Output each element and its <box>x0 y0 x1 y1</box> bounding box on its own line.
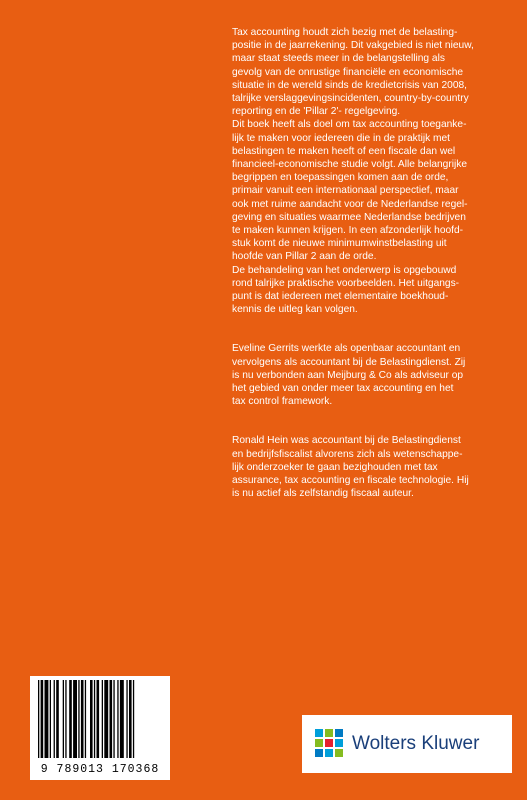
barcode-bar <box>126 680 127 758</box>
text-line: stuk komt de nieuwe minimumwinstbelasting uit <box>232 238 447 250</box>
text-line: vervolgens als accountant bij de Belastingdienst. Zij <box>232 356 466 368</box>
paragraph-gap <box>232 329 502 342</box>
author-bio-hein <box>232 434 502 500</box>
barcode-bar <box>129 680 132 758</box>
barcode-bar <box>110 680 113 758</box>
barcode-bar <box>117 680 118 758</box>
text-line: rond talrijke praktische voorbeelden. Het uitgangs- <box>232 277 460 289</box>
barcode-bar <box>50 680 51 758</box>
barcode-bar <box>45 680 49 758</box>
text-line: belastingen te maken heeft of een fiscale dan wel <box>232 145 456 157</box>
book-description-paragraph <box>232 26 502 316</box>
barcode-bar <box>113 680 114 758</box>
back-cover-text <box>232 26 502 501</box>
text-line: Tax accounting houdt zich bezig met de belasting- <box>232 27 458 38</box>
wolters-kluwer-logo-icon <box>314 728 344 758</box>
barcode-bar <box>54 680 55 758</box>
barcode-bar <box>38 680 39 758</box>
text-line: kennis de uitleg kan volgen. <box>232 304 358 316</box>
text-line: financieel-economische studie volgt. Alle belangrijke <box>232 159 468 171</box>
isbn-number: 9 789013 170368 <box>40 763 160 776</box>
text-line: tax control framework. <box>232 396 333 408</box>
text-line: het gebied van onder meer tax accounting en het <box>232 383 454 395</box>
text-line: geving en situaties waarmee Nederlandse bedrijven <box>232 211 466 223</box>
text-line: gevolg van de onrustige financiële en economische <box>232 66 464 78</box>
barcode-bars <box>36 680 164 760</box>
barcode-bar <box>133 680 134 758</box>
barcode-bar <box>120 680 124 758</box>
barcode-bar <box>81 680 84 758</box>
text-line: te maken kunnen krijgen. In een afzonderlijk hoofd- <box>232 225 464 237</box>
text-line: maar staat steeds meer in de belangstelling als <box>232 53 445 65</box>
text-line: talrijke verslaggevingsincidenten, country-by-country <box>232 93 469 105</box>
text-line: lijk te maken voor iedereen die in de praktijk met <box>232 132 451 144</box>
text-line: ook met ruime aandacht voor de Nederlandse regel- <box>232 198 468 210</box>
text-line: situatie in de wereld sinds de kredietcrisis van 2008, <box>232 79 468 91</box>
barcode-bar <box>65 680 66 758</box>
barcode-bar <box>90 680 93 758</box>
barcode-bar <box>85 680 86 758</box>
publisher-logo-box <box>302 715 512 773</box>
text-line: en bedrijfsfiscalist alvorens zich als wetenschappe- <box>232 448 463 460</box>
text-line: primair vanuit een internationaal perspectief, maar <box>232 185 459 197</box>
isbn-barcode <box>30 676 170 780</box>
paragraph-gap <box>232 421 502 434</box>
barcode-bar <box>104 680 108 758</box>
barcode-bar <box>56 680 59 758</box>
barcode-bar <box>97 680 100 758</box>
text-line: hoofde van Pillar 2 aan de orde. <box>232 251 377 263</box>
text-line: begrippen en toepassingen komen aan de orde, <box>232 172 449 184</box>
text-line: De behandeling van het onderwerp is opgebouwd <box>232 264 457 276</box>
barcode-bar <box>78 680 79 758</box>
paragraph-gap <box>232 316 502 329</box>
text-line: assurance, tax accounting en fiscale technologie. Hij <box>232 475 469 487</box>
barcode-bar <box>94 680 95 758</box>
barcode-bar <box>63 680 64 758</box>
text-line: Ronald Hein was accountant bij de Belastingdienst <box>232 435 461 447</box>
barcode-bar <box>41 680 44 758</box>
barcode-bar <box>69 680 72 758</box>
publisher-name: Wolters Kluwer <box>352 733 480 754</box>
text-line: is nu verbonden aan Meijburg & Co als adviseur op <box>232 369 464 381</box>
text-line: punt is dat iedereen met elementaire boekhoud- <box>232 291 449 303</box>
paragraph-gap <box>232 408 502 421</box>
text-line: positie in de jaarrekening. Dit vakgebied is niet nieuw, <box>232 40 474 52</box>
text-line: Dit boek heeft als doel om tax accounting toeganke- <box>232 119 467 131</box>
barcode-bar <box>73 680 77 758</box>
barcode-bar <box>102 680 103 758</box>
author-bio-gerrits <box>232 342 502 408</box>
text-line: reporting en de 'Pillar 2'- regelgeving. <box>232 106 401 118</box>
text-line: Eveline Gerrits werkte als openbaar accountant en <box>232 343 461 355</box>
text-line: lijk onderzoeker te gaan bezighouden met tax <box>232 461 438 473</box>
text-line: is nu actief als zelfstandig fiscaal auteur. <box>232 488 414 500</box>
